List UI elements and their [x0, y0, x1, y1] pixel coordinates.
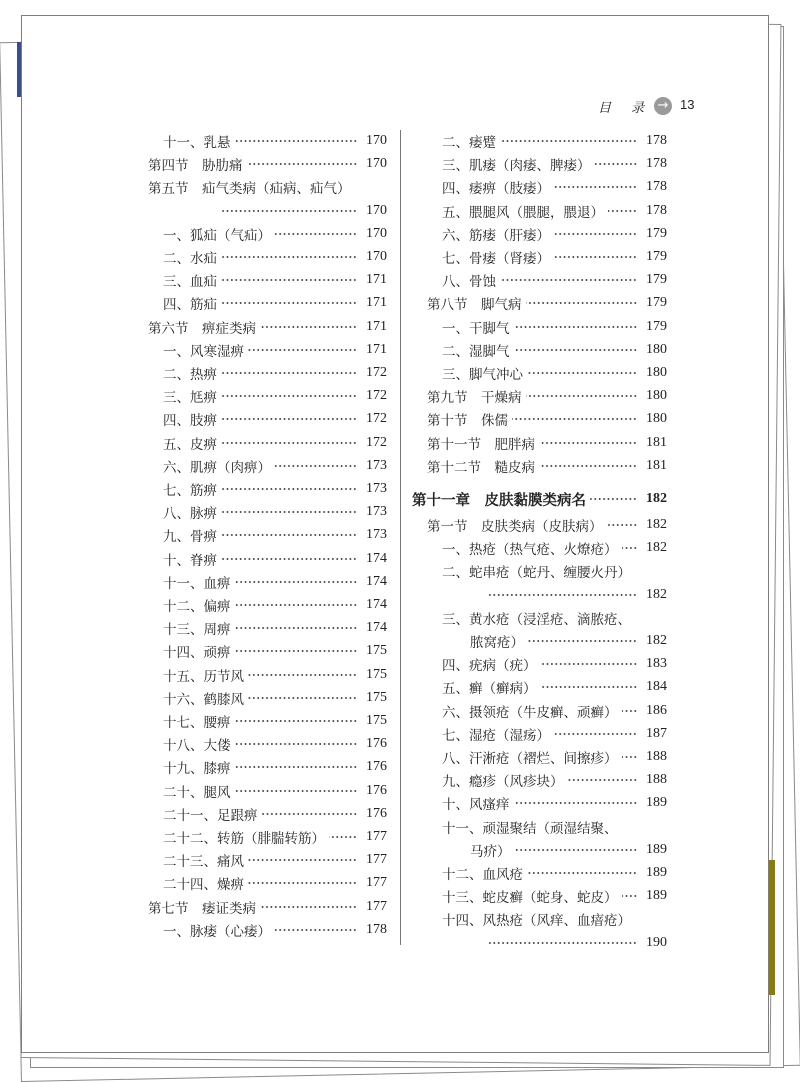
toc-item-entry[interactable]	[163, 409, 387, 429]
toc-page-number: 186	[646, 702, 667, 718]
dot-leader	[235, 131, 358, 151]
toc-entry-label: 九、瘾疹（风疹块）	[442, 774, 564, 791]
toc-item-entry[interactable]	[163, 873, 387, 893]
toc-entry-label: 七、筋痹	[163, 483, 217, 499]
toc-section-entry[interactable]	[148, 177, 351, 197]
toc-entry-label: 四、疣病（疣）	[442, 658, 537, 675]
toc-item-entry[interactable]	[442, 270, 667, 290]
toc-entry-label: 马疥）	[470, 843, 511, 860]
dot-leader	[487, 585, 637, 605]
dot-leader	[541, 677, 638, 697]
dot-leader	[235, 781, 358, 801]
toc-page-number: 182	[646, 586, 667, 602]
page-number: 13	[680, 97, 695, 112]
toc-section-entry[interactable]	[427, 409, 667, 429]
dot-leader	[221, 502, 357, 522]
toc-item-entry[interactable]	[163, 850, 387, 870]
toc-entry-label: 二十一、足跟痹	[163, 807, 258, 824]
dot-leader	[539, 433, 637, 453]
dot-leader	[235, 572, 358, 592]
toc-item-entry[interactable]	[442, 863, 667, 883]
dot-leader	[527, 363, 637, 383]
toc-entry-label: 五、癣（癣病）	[442, 681, 537, 698]
toc-item-entry[interactable]	[163, 479, 387, 499]
toc-page-number: 175	[366, 689, 387, 705]
toc-entry-label: 十八、大偻	[163, 738, 231, 755]
toc-item-entry[interactable]	[442, 886, 667, 906]
dot-leader	[514, 317, 638, 337]
toc-item-entry[interactable]	[163, 688, 387, 708]
toc-page-number: 178	[646, 133, 667, 148]
dot-leader	[260, 897, 357, 917]
dot-leader	[527, 863, 637, 883]
toc-entry-label: 二十三、痛风	[163, 854, 244, 871]
toc-item-entry[interactable]	[442, 724, 667, 744]
dot-leader	[512, 409, 637, 429]
toc-page-number: 172	[366, 388, 387, 404]
toc-entry-label: 四、肢痹	[163, 413, 217, 430]
toc-page-number: 182	[646, 517, 667, 532]
toc-entry-label: 十四、风热疮（风痒、血瘖疮）	[442, 913, 631, 930]
toc-page-number: 180	[646, 341, 667, 357]
dot-leader	[607, 515, 638, 535]
dot-leader	[554, 247, 637, 267]
dot-leader	[221, 479, 357, 499]
toc-entry-label: 十三、周痹	[163, 622, 231, 639]
toc-page-number: 188	[646, 772, 667, 788]
toc-page-number: 181	[646, 434, 667, 450]
toc-item-entry[interactable]	[442, 817, 618, 837]
toc-page-number: 178	[646, 202, 667, 218]
toc-entry-label: 十、风瘙痒	[442, 797, 510, 814]
toc-entry-label: 三、肌痿（肉痿、脾痿）	[442, 158, 591, 175]
toc-page-number: 182	[646, 633, 667, 648]
toc-page-number: 187	[646, 725, 667, 741]
toc-page-number: 171	[366, 318, 387, 334]
toc-page-number: 179	[646, 249, 667, 264]
dot-leader	[221, 433, 357, 453]
toc-entry-label: 第六节 痹症类病	[148, 320, 256, 337]
toc-item-entry[interactable]	[442, 224, 667, 244]
dot-leader	[526, 293, 638, 313]
toc-item-entry[interactable]	[442, 561, 631, 581]
toc-entry-label: 三、黄水疮（浸淫疮、滴脓疮、	[442, 611, 631, 628]
toc-entry-label: 一、狐疝（气疝）	[163, 227, 271, 244]
dot-leader	[247, 154, 358, 174]
toc-item-entry[interactable]	[163, 618, 387, 638]
dot-leader	[221, 247, 357, 267]
toc-entry-label: 第十一章 皮肤黏膜类病名	[412, 491, 586, 509]
toc-page-number: 184	[646, 679, 667, 695]
dot-leader	[275, 224, 357, 244]
toc-page-number: 171	[366, 272, 387, 288]
dot-leader	[221, 549, 357, 569]
toc-item-entry[interactable]	[163, 734, 387, 754]
toc-item-entry[interactable]	[163, 665, 387, 685]
toc-entry-label: 六、肌痹（肉痹）	[163, 459, 271, 476]
toc-item-entry[interactable]	[442, 677, 667, 697]
toc-item-entry[interactable]	[442, 247, 667, 267]
toc-page-number: 189	[646, 888, 667, 904]
toc-section-entry[interactable]	[427, 386, 667, 406]
toc-page-number: 172	[366, 365, 387, 380]
toc-item-entry[interactable]	[163, 293, 387, 313]
dot-leader	[500, 131, 637, 151]
dot-leader	[221, 409, 357, 429]
toc-entry-label: 九、骨痹	[163, 529, 217, 546]
toc-entry-label: 二、水疝	[163, 251, 217, 267]
dot-leader	[622, 538, 638, 558]
toc-item-entry[interactable]	[163, 804, 387, 824]
toc-page-number: 177	[366, 898, 387, 914]
dot-leader	[514, 793, 638, 813]
toc-entry-label: 六、筋痿（肝痿）	[442, 227, 550, 244]
toc-entry-label: 七、湿疮（湿疡）	[442, 727, 550, 744]
toc-page-number: 170	[366, 156, 387, 172]
toc-entry-label: 十四、顽痹	[163, 645, 231, 662]
toc-item-entry[interactable]	[442, 747, 667, 767]
toc-entry-label: 三、尪痹	[163, 390, 217, 407]
toc-item-entry[interactable]	[442, 131, 667, 151]
toc-entry-label: 十一、乳悬	[163, 135, 231, 151]
toc-item-entry[interactable]	[163, 525, 387, 545]
dot-leader	[222, 201, 357, 221]
dot-leader	[622, 747, 638, 767]
toc-page-number: 179	[646, 272, 667, 288]
dot-leader	[622, 701, 638, 721]
toc-entry-label: 二十、腿风	[163, 784, 231, 801]
dot-leader	[221, 525, 357, 545]
toc-entry-label: 三、血疝	[163, 274, 217, 291]
toc-entry-label: 十九、膝痹	[163, 761, 231, 778]
column-divider	[400, 130, 401, 945]
toc-entry-label: 十、脊痹	[163, 552, 217, 569]
toc-entry-label: 第四节 胁肋痛	[148, 158, 243, 175]
dot-leader	[595, 154, 638, 174]
toc-entry-label: 二十二、转筋（腓腨转筋）	[163, 831, 325, 847]
toc-page-number: 176	[366, 759, 387, 775]
toc-chapter-entry[interactable]	[412, 489, 667, 509]
toc-item-entry[interactable]	[470, 631, 667, 651]
dot-leader	[262, 804, 358, 824]
toc-page-number: 170	[366, 225, 387, 241]
toc-page-number: 177	[366, 829, 387, 844]
toc-page-number: 178	[646, 179, 667, 195]
toc-item-entry[interactable]	[442, 793, 667, 813]
toc-page-number: 189	[646, 795, 667, 811]
toc-entry-label: 五、皮痹	[163, 436, 217, 453]
toc-item-entry[interactable]	[442, 154, 667, 174]
toc-entry-label: 六、摄领疮（牛皮癣、顽癣）	[442, 704, 618, 721]
toc-entry-label: 第十一节 肥胖病	[427, 436, 535, 453]
toc-entry-label: 八、骨蚀	[442, 274, 496, 291]
toc-item-entry[interactable]	[163, 247, 387, 267]
toc-entry-label: 四、痿痹（肢痿）	[442, 181, 550, 198]
toc-entry-label: 十七、腰痹	[163, 715, 231, 731]
toc-page-number: 175	[366, 666, 387, 682]
toc-entry-label: 一、风寒湿痹	[163, 343, 244, 360]
dot-leader	[235, 757, 358, 777]
toc-page-number: 189	[646, 865, 667, 880]
toc-page-number: 180	[646, 388, 667, 404]
toc-section-entry[interactable]	[427, 456, 667, 476]
dot-leader	[221, 363, 357, 383]
toc-entry-label: 十一、血痹	[163, 575, 231, 592]
toc-entry-label: 二、痿躄	[442, 135, 496, 151]
toc-page-number: 189	[646, 841, 667, 857]
toc-item-entry[interactable]	[163, 711, 387, 731]
toc-item-entry[interactable]	[163, 224, 387, 244]
toc-entry-label: 十六、鹤膝风	[163, 691, 244, 708]
toc-item-entry[interactable]	[442, 770, 667, 790]
toc-item-entry[interactable]	[163, 502, 387, 522]
dot-leader	[235, 641, 358, 661]
toc-page-number: 173	[366, 504, 387, 520]
toc-page-number: 174	[366, 597, 387, 612]
toc-entry-label: 第十节 侏儒	[427, 413, 508, 430]
toc-entry-label: 三、脚气冲心	[442, 367, 523, 383]
toc-page-number: 176	[366, 805, 387, 821]
dot-leader	[235, 618, 358, 638]
dot-leader	[248, 873, 357, 893]
dot-leader	[248, 665, 357, 685]
dot-leader	[500, 270, 637, 290]
toc-entry-label: 八、汗淅疮（褶烂、间擦疹）	[442, 751, 618, 767]
toc-item-entry[interactable]	[442, 701, 667, 721]
toc-page-number: 182	[646, 540, 667, 556]
toc-section-entry[interactable]	[427, 433, 667, 453]
toc-item-entry[interactable]	[442, 654, 667, 674]
toc-entry-label: 第九节 干燥病	[427, 390, 522, 407]
dot-leader	[622, 886, 638, 906]
toc-page-number: 179	[646, 295, 667, 311]
toc-page-number: 177	[366, 875, 387, 891]
toc-item-entry[interactable]	[442, 608, 631, 628]
toc-section-entry[interactable]	[148, 317, 387, 337]
toc-page-number: 175	[366, 713, 387, 728]
dot-leader	[248, 340, 357, 360]
toc-page-number: 176	[366, 782, 387, 798]
dot-leader	[248, 850, 357, 870]
dot-leader	[528, 631, 637, 651]
toc-entry-label: 第十二节 糙皮病	[427, 459, 535, 476]
dot-leader	[554, 724, 637, 744]
dot-leader	[515, 840, 638, 860]
toc-item-entry[interactable]	[163, 641, 387, 661]
toc-item-entry[interactable]	[163, 270, 387, 290]
dot-leader	[221, 386, 357, 406]
toc-entry-label: 四、筋疝	[163, 297, 217, 314]
toc-page-number: 171	[366, 295, 387, 311]
dot-leader	[590, 489, 637, 509]
toc-entry-label: 第七节 痿证类病	[148, 900, 256, 917]
toc-page-number: 188	[646, 749, 667, 764]
toc-entry-label: 十五、历节风	[163, 668, 244, 685]
toc-page-number: 179	[646, 225, 667, 241]
toc-entry-label: 十二、偏痹	[163, 599, 231, 615]
toc-page-number: 170	[366, 249, 387, 264]
toc-page-number: 174	[366, 620, 387, 636]
dot-leader	[221, 293, 357, 313]
toc-page-number: 174	[366, 550, 387, 566]
toc-entry-label: 第一节 皮肤类病（皮肤病）	[427, 519, 603, 535]
dot-leader	[235, 595, 358, 615]
toc-entry-label: 十三、蛇皮癣（蛇身、蛇皮）	[442, 890, 618, 907]
dot-leader	[275, 456, 357, 476]
dot-leader	[568, 770, 638, 790]
toc-item-entry[interactable]	[442, 340, 667, 360]
toc-entry-label: 十一、顽湿聚结（顽湿结聚、	[442, 820, 618, 837]
dot-leader	[235, 711, 358, 731]
toc-entry-label: 二、热痹	[163, 367, 217, 383]
toc-item-entry[interactable]	[163, 595, 387, 615]
toc-page-number: 180	[646, 365, 667, 380]
toc-item-entry[interactable]	[163, 572, 387, 592]
dot-leader	[235, 734, 358, 754]
toc-item-entry[interactable]	[442, 317, 667, 337]
toc-page-number: 171	[366, 341, 387, 357]
dot-leader	[487, 933, 637, 953]
toc-entry-label: 五、腲腿风（腲腿，腲退）	[442, 204, 604, 221]
toc-item-entry[interactable]	[442, 177, 667, 197]
toc-page-number: 172	[366, 411, 387, 427]
dot-leader	[275, 920, 357, 940]
toc-entry-label: 第八节 脚气病	[427, 297, 522, 314]
toc-page-number: 182	[646, 491, 667, 506]
toc-item-entry[interactable]	[163, 920, 387, 940]
toc-section-entry[interactable]	[427, 515, 667, 535]
toc-item-entry[interactable]	[163, 131, 387, 151]
dot-leader	[608, 201, 637, 221]
toc-entry-label: 二、蛇串疮（蛇丹、缠腰火丹）	[442, 565, 631, 582]
toc-entry-label: 二十四、燥痹	[163, 877, 244, 894]
toc-page-number: 179	[646, 318, 667, 334]
toc-page-number: 180	[646, 411, 667, 427]
toc-entry-label: 第五节 疝气类病（疝病、疝气）	[148, 181, 351, 198]
toc-entry-label: 二、湿脚气	[442, 343, 510, 360]
toc-section-entry[interactable]	[218, 201, 387, 221]
toc-page-number: 170	[366, 202, 387, 218]
toc-entry-label: 十二、血风疮	[442, 867, 523, 883]
toc-section-entry[interactable]	[427, 293, 667, 313]
toc-entry-label: 一、干脚气	[442, 320, 510, 337]
toc-item-entry[interactable]	[163, 340, 387, 360]
toc-page-number: 172	[366, 434, 387, 450]
toc-item-entry[interactable]	[163, 757, 387, 777]
toc-entry-label: 一、热疮（热气疮、火燎疮）	[442, 542, 618, 559]
toc-entry-label: 一、脉痿（心痿）	[163, 923, 271, 940]
dot-leader	[248, 688, 357, 708]
toc-item-entry[interactable]	[483, 933, 667, 953]
toc-entry-label: 脓窝疮）	[470, 635, 524, 651]
dot-leader	[514, 340, 638, 360]
toc-item-entry[interactable]	[442, 538, 667, 558]
toc-page-number: 190	[646, 934, 667, 950]
toc-item-entry[interactable]	[163, 363, 387, 383]
arrow-right-circle-icon: →	[654, 97, 672, 115]
dot-leader	[554, 224, 637, 244]
running-header-title: 目 录	[598, 101, 653, 116]
toc-page-number: 176	[366, 736, 387, 752]
toc-page-number: 183	[646, 656, 667, 672]
toc-page-number: 178	[366, 921, 387, 937]
olive-page-edge	[768, 860, 775, 995]
toc-item-entry[interactable]	[163, 433, 387, 453]
dot-leader	[221, 270, 357, 290]
toc-item-entry[interactable]	[163, 549, 387, 569]
dot-leader	[554, 177, 637, 197]
toc-page-number: 170	[366, 133, 387, 148]
toc-section-entry[interactable]	[148, 154, 387, 174]
toc-entry-label: 八、脉痹	[163, 506, 217, 523]
dot-leader	[539, 456, 637, 476]
toc-page-number: 181	[646, 457, 667, 473]
toc-item-entry[interactable]	[163, 456, 387, 476]
toc-item-entry[interactable]	[483, 585, 667, 605]
toc-entry-label: 七、骨痿（肾痿）	[442, 251, 550, 267]
toc-item-entry[interactable]	[163, 386, 387, 406]
dot-leader	[541, 654, 638, 674]
toc-page-number: 173	[366, 457, 387, 473]
toc-page-number: 174	[366, 573, 387, 589]
toc-section-entry[interactable]	[148, 897, 387, 917]
toc-item-entry[interactable]	[470, 840, 667, 860]
dot-leader	[526, 386, 638, 406]
toc-page-number: 173	[366, 527, 387, 543]
dot-leader	[329, 827, 357, 847]
toc-item-entry[interactable]	[163, 781, 387, 801]
toc-item-entry[interactable]	[163, 827, 387, 847]
toc-page-number: 177	[366, 852, 387, 868]
toc-page-number: 178	[646, 156, 667, 172]
toc-item-entry[interactable]	[442, 201, 667, 221]
dot-leader	[260, 317, 357, 337]
toc-item-entry[interactable]	[442, 363, 667, 383]
toc-page-number: 173	[366, 481, 387, 496]
toc-item-entry[interactable]	[442, 909, 631, 929]
toc-page-number: 175	[366, 643, 387, 659]
